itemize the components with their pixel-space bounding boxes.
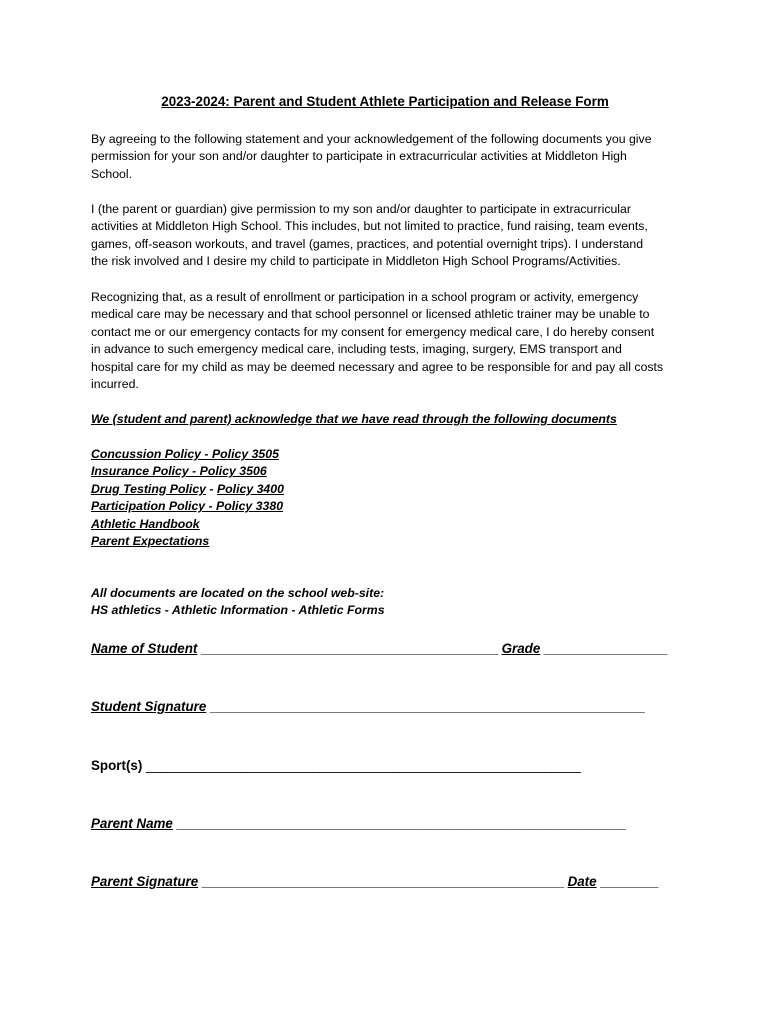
permission-line: games, off-season workouts, and travel (games, practices, and potential overnight trips). I understand (91, 236, 644, 251)
emergency-line: incurred. (91, 377, 139, 392)
document-item (91, 516, 284, 533)
date-field[interactable]: ________ (596, 874, 659, 889)
intro-line: School. (91, 166, 133, 181)
parent-expectations-link[interactable]: Parent Expectations (91, 533, 210, 548)
student-signature-row (91, 698, 645, 715)
student-name-field[interactable]: _________________________________________ (197, 641, 502, 656)
sports-label: Sport(s) (91, 758, 143, 773)
student-signature-field[interactable]: ____________________________________________________________ (206, 699, 645, 714)
emergency-line: hospital care for my child as may be deemed necessary and agree to be responsible for and pay all costs (91, 359, 664, 374)
parent-signature-row (91, 873, 658, 890)
emergency-line: Recognizing that, as a result of enrollment or participation in a school program or activity, emergency (91, 290, 639, 304)
drug-testing-separator: - (206, 481, 217, 496)
permission-line: I (the parent or guardian) give permission to my son and/or daughter to participate in extracurricular (91, 202, 631, 216)
form-title: 2023-2024: Parent and Student Athlete Participation and Release Form (161, 94, 609, 109)
document-item (91, 463, 284, 480)
parent-signature-label: Parent Signature (91, 874, 199, 889)
document-item (91, 481, 284, 498)
emergency-paragraph (91, 289, 691, 393)
parent-signature-field[interactable]: __________________________________________________ (198, 874, 568, 889)
permission-line: the risk involved and I desire my child to participate in Middleton High School Programs/Activities. (91, 254, 621, 269)
document-list (91, 446, 284, 550)
sports-row (91, 757, 581, 774)
emergency-line: contact me or our emergency contacts for my consent for emergency medical care, I do hereby consent (91, 324, 655, 339)
intro-line: permission for your son and/or daughter to participate in extracurricular activities at Middleton High (91, 149, 627, 164)
parent-name-label: Parent Name (91, 816, 173, 831)
parent-name-row (91, 815, 626, 832)
emergency-line: medical care may be necessary and that school personnel or licensed athletic trainer may be unable to (91, 307, 650, 322)
permission-line: activities at Middleton High School. This includes, but not limited to practice, fund raising, team events, (91, 219, 648, 234)
location-line: HS athletics - Athletic Information - Athletic Forms (91, 603, 385, 618)
permission-paragraph (91, 201, 691, 271)
student-name-row (91, 640, 667, 657)
parent-name-field[interactable]: ______________________________________________________________ (172, 816, 626, 831)
grade-label: Grade (501, 641, 541, 656)
location-line: All documents are located on the school web-site: (91, 586, 385, 600)
student-name-label: Name of Student (91, 641, 198, 656)
policy-3400-link[interactable]: Policy 3400 (216, 481, 284, 496)
student-signature-label: Student Signature (91, 699, 207, 714)
document-item (91, 533, 284, 550)
insurance-policy-link[interactable]: Insurance Policy - Policy 3506 (91, 464, 267, 479)
acknowledge-statement: We (student and parent) acknowledge that we have read through the following documents (91, 412, 617, 426)
documents-location (91, 585, 691, 620)
sports-field[interactable]: ____________________________________________________________ (142, 758, 581, 773)
grade-field[interactable]: _________________ (540, 641, 668, 656)
drug-testing-policy-link[interactable]: Drug Testing Policy (91, 481, 207, 496)
intro-paragraph (91, 131, 691, 183)
emergency-line: in advance to such emergency medical care, including tests, imaging, surgery, EMS transport and (91, 342, 622, 357)
document-item (91, 498, 284, 515)
document-item (91, 446, 284, 463)
date-label: Date (567, 874, 597, 889)
intro-line: By agreeing to the following statement and your acknowledgement of the following documents you give (91, 132, 652, 146)
participation-policy-link[interactable]: Participation Policy - Policy 3380 (91, 499, 284, 514)
concussion-policy-link[interactable]: Concussion Policy - Policy 3505 (91, 447, 279, 461)
athletic-handbook-link[interactable]: Athletic Handbook (91, 516, 200, 531)
